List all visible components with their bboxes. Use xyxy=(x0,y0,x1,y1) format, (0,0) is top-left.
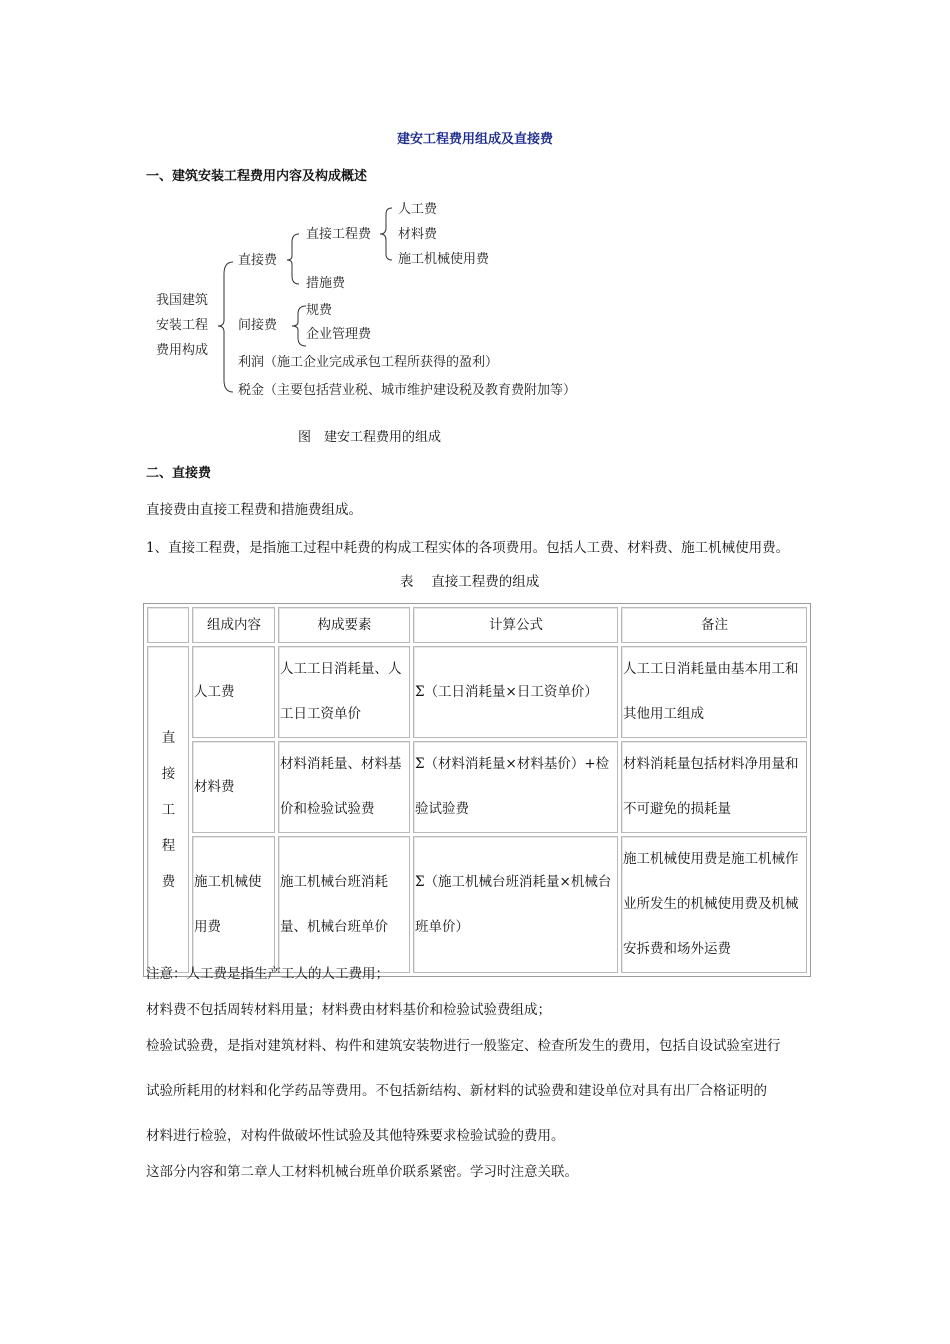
table-header-formula: 计算公式 xyxy=(413,607,618,643)
table-cell-item: 人工费 xyxy=(192,646,275,738)
diagram-tax: 税金（主要包括营业税、城市维护建设税及教育费附加等） xyxy=(238,383,577,398)
paragraph-direct-engineering-fee: 1、直接工程费，是指施工过程中耗费的构成工程实体的各项费用。包括人工费、材料费、施工机械使用费。 xyxy=(146,540,790,556)
side-char: 接 xyxy=(161,765,176,782)
diagram-material: 材料费 xyxy=(398,227,438,242)
side-char: 直 xyxy=(161,729,176,746)
diagram-root-line-3: 费用构成 xyxy=(156,343,209,358)
table-cell-note: 施工机械使用费是施工机械作业所发生的机械使用费及机械安拆费和场外运费 xyxy=(621,836,807,973)
table-row xyxy=(147,836,807,973)
section-heading-direct-fee: 二、直接费 xyxy=(146,466,212,481)
note-line: 材料费不包括周转材料用量；材料费由材料基价和检验试验费组成； xyxy=(146,1002,551,1018)
table-header-elements: 构成要素 xyxy=(278,607,410,643)
diagram-caption: 图 建安工程费用的组成 xyxy=(298,430,442,445)
table-header-note: 备注 xyxy=(621,607,807,643)
diagram-direct-fee: 直接费 xyxy=(238,253,278,268)
diagram-measure-fee: 措施费 xyxy=(306,276,346,291)
diagram-management-fee: 企业管理费 xyxy=(306,327,372,342)
side-char: 工 xyxy=(161,801,176,818)
side-char: 程 xyxy=(161,837,176,854)
table-caption: 表 直接工程费的组成 xyxy=(400,574,540,590)
diagram-root-line-2: 安装工程 xyxy=(156,318,209,333)
table-cell-note: 材料消耗量包括材料净用量和不可避免的损耗量 xyxy=(621,741,807,833)
side-char: 费 xyxy=(161,873,176,890)
table-row xyxy=(147,741,807,833)
table-cell-elements: 施工机械台班消耗量、机械台班单价 xyxy=(278,836,410,973)
diagram-root-line-1: 我国建筑 xyxy=(156,293,209,308)
note-line: 这部分内容和第二章人工材料机械台班单价联系紧密。学习时注意关联。 xyxy=(146,1164,578,1180)
diagram-direct-engineering-fee: 直接工程费 xyxy=(306,227,372,242)
diagram-indirect-fee: 间接费 xyxy=(238,318,278,333)
table-cell-elements: 材料消耗量、材料基价和检验试验费 xyxy=(278,741,410,833)
diagram-labor: 人工费 xyxy=(398,202,438,217)
table-cell-item: 材料费 xyxy=(192,741,275,833)
table-cell-formula: Σ（工日消耗量×日工资单价） xyxy=(413,646,618,738)
table-cell-item: 施工机械使用费 xyxy=(192,836,275,973)
note-line: 材料进行检验，对构件做破坏性试验及其他特殊要求检验试验的费用。 xyxy=(146,1128,565,1144)
table-cell-elements: 人工工日消耗量、人工日工资单价 xyxy=(278,646,410,738)
section-heading-overview: 一、建筑安装工程费用内容及构成概述 xyxy=(146,169,368,184)
table-cell-formula: Σ（材料消耗量×材料基价）+检验试验费 xyxy=(413,741,618,833)
diagram-brace-engineering xyxy=(380,208,392,260)
cost-composition-diagram xyxy=(140,196,620,411)
note-line: 检验试验费，是指对建筑材料、构件和建筑安装物进行一般鉴定、检查所发生的费用，包括自设试验室进行 xyxy=(146,1038,781,1054)
table-cell-formula: Σ（施工机械台班消耗量×机械台班单价） xyxy=(413,836,618,973)
diagram-brace-indirect xyxy=(292,306,306,346)
note-line: 注意：人工费是指生产工人的人工费用； xyxy=(146,966,389,982)
paragraph-direct-fee: 直接费由直接工程费和措施费组成。 xyxy=(146,502,362,518)
diagram-profit: 利润（施工企业完成承包工程所获得的盈利） xyxy=(238,355,499,370)
diagram-regulation-fee: 规费 xyxy=(306,303,333,318)
table-header-corner xyxy=(147,607,189,643)
diagram-machine: 施工机械使用费 xyxy=(398,252,490,267)
table-side-label xyxy=(147,646,189,973)
diagram-brace-direct xyxy=(287,234,299,284)
note-line: 试验所耗用的材料和化学药品等费用。不包括新结构、新材料的试验费和建设单位对具有出厂合格证明的 xyxy=(146,1083,767,1099)
table-row xyxy=(147,646,807,738)
table-cell-note: 人工工日消耗量由基本用工和其他用工组成 xyxy=(621,646,807,738)
table-header-item: 组成内容 xyxy=(192,607,275,643)
page-title: 建安工程费用组成及直接费 xyxy=(396,132,553,147)
diagram-brace-main xyxy=(218,262,233,392)
direct-engineering-fee-table xyxy=(143,603,811,977)
table-header-row xyxy=(147,607,807,643)
